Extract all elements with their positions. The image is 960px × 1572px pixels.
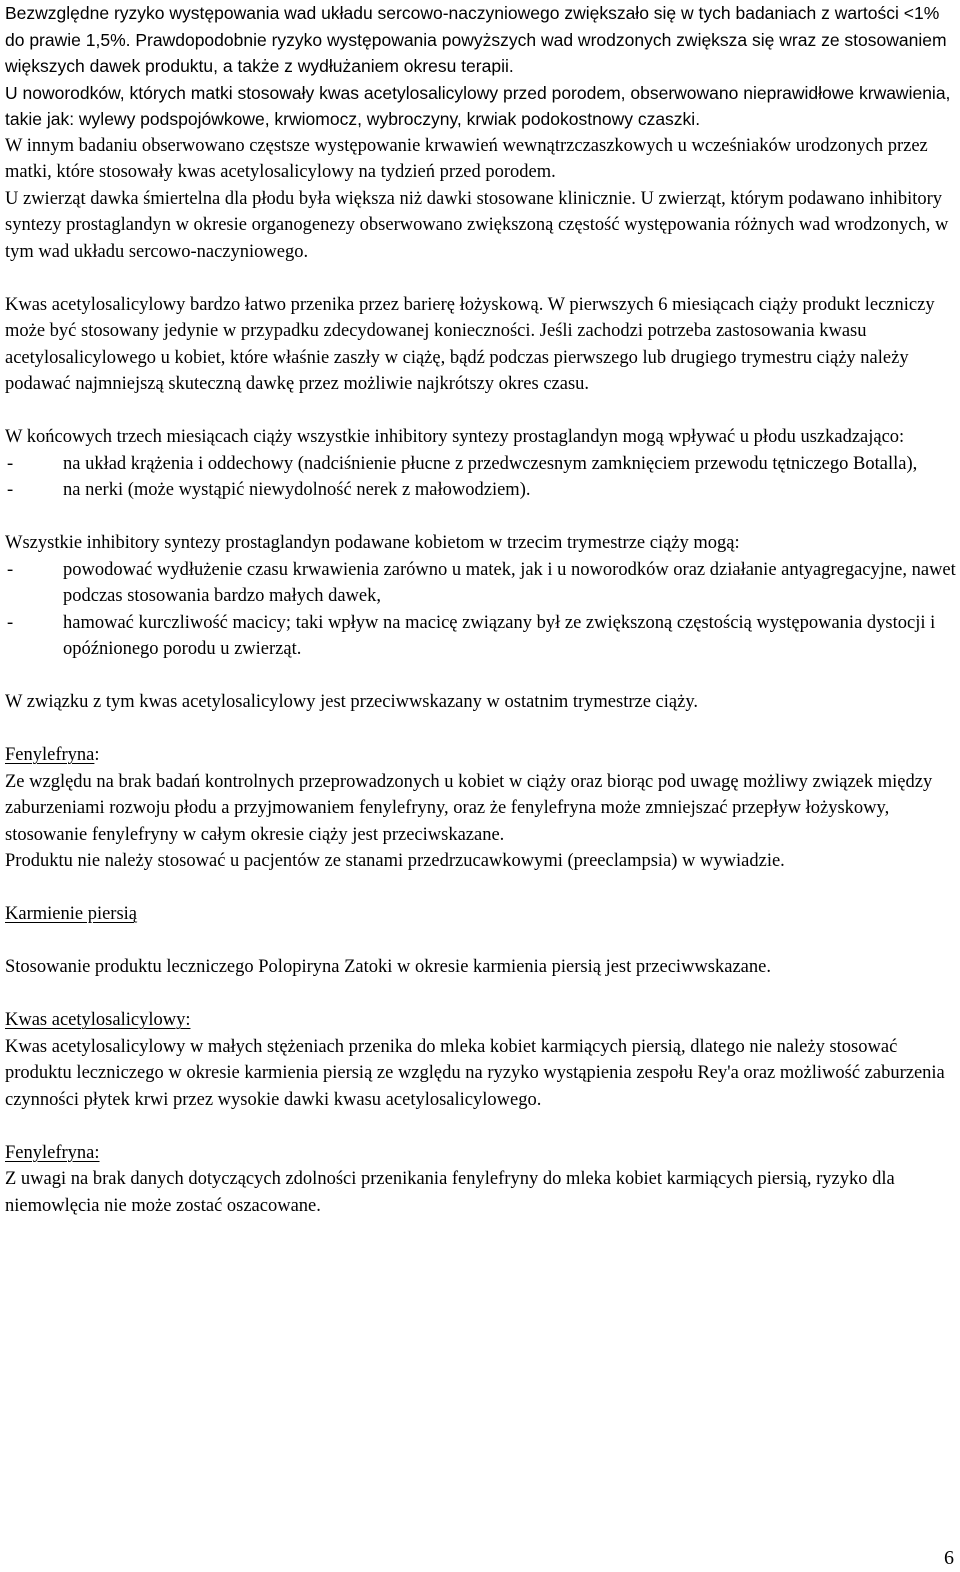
- paragraph-breastfeeding: Stosowanie produktu leczniczego Polopiryna Zatoki w okresie karmienia piersią jest przeciwwskazane.: [5, 957, 771, 977]
- paragraph-inhibitors: Wszystkie inhibitory syntezy prostaglandyn podawane kobietom w trzecim trymestrze ciąży mogą:: [5, 533, 740, 553]
- spacer: [5, 265, 957, 292]
- spacer: [5, 928, 957, 955]
- paragraph-preeclampsia: Produktu nie należy stosować u pacjentów ze stanami przedrzucawkowymi (preeclampsia) w wywiadzie.: [5, 851, 785, 871]
- spacer: [5, 981, 957, 1008]
- list-item-text: powodować wydłużenie czasu krwawienia zarówno u matek, jak i u noworodków oraz działanie antyagregacyjne, nawet podczas stosowania bardzo małych dawek,: [63, 559, 956, 606]
- paragraph-third-trimester: W końcowych trzech miesiącach ciąży wszystkie inhibitory syntezy prostaglandyn mogą wpływać u płodu uszkadzająco:: [5, 427, 905, 447]
- page-number: 6: [944, 1547, 954, 1569]
- paragraph-neonatal-bleeding: U noworodków, których matki stosowały kwas acetylosalicylowy przed porodem, obserwowano nieprawidłowe krwawienia, takie jak: wylewy podspojówkowe, krwiomocz, wybroczyny, krwiak podokostnowy czaszki.: [5, 82, 951, 129]
- section-heading-phenylephrine-2: [5, 1140, 957, 1167]
- heading-colon: :: [94, 745, 100, 765]
- list-item: - hamować kurczliwość macicy; taki wpływ na macicę związany był ze zwiększoną częstością występowania dystocji i opóźnionego porodu u zwierząt.: [7, 612, 936, 659]
- list-item-text: na układ krążenia i oddechowy (nadciśnienie płucne z przedwczesnym zamknięciem przewodu tętniczego Botalla),: [63, 453, 918, 474]
- spacer: [5, 875, 957, 902]
- paragraph-animal-studies: U zwierząt dawka śmiertelna dla płodu była większa niż dawki stosowane klinicznie. U zwierząt, którym podawano inhibitory syntezy prostaglandyn w okresie organogenezy obserwowano zwiększoną częstość występowania różnych wad wrodzonych, w tym wad układu sercowo-naczyniowego.: [5, 188, 949, 262]
- list-item: - na układ krążenia i oddechowy (nadciśnienie płucne z przedwczesnym zamknięciem przewodu tętniczego Botalla),: [7, 453, 918, 474]
- section-heading-acetylsalicylic-acid: [5, 1007, 957, 1034]
- paragraph-phenylephrine-lactation: Z uwagi na brak danych dotyczących zdolności przenikania fenylefryny do mleka kobiet karmiących piersią, ryzyko dla niemowlęcia nie może zostać oszacowane.: [5, 1169, 895, 1216]
- heading-text: Fenylefryna:: [5, 1142, 100, 1163]
- paragraph-placental-barrier: Kwas acetylosalicylowy bardzo łatwo przenika przez barierę łożyskową. W pierwszych 6 miesiącach ciąży produkt leczniczy może być stosowany jedynie w przypadku zdecydowanej konieczności. Jeśli zachodzi potrzeba zastosowania kwasu acetylosalicylowego u kobiet, które właśnie zaszły w ciążę, bądź podczas pierwszego lub drugiego trymestru ciąży należy podawać najmniejszą skuteczną dawkę przez możliwie najkrótszy okres czasu.: [5, 294, 935, 394]
- paragraph-phenylephrine: Ze względu na brak badań kontrolnych przeprowadzonych u kobiet w ciąży oraz biorąc pod uwagę możliwy związek między zaburzeniami rozwoju płodu a przyjmowaniem fenylefryny, oraz że fenylefryna może zmniejszać przepływ łożyskowy, stosowanie fenylefryny w całym okresie ciąży jest przeciwskazane.: [5, 771, 933, 845]
- document-page: [5, 0, 957, 1219]
- spacer: [5, 398, 957, 425]
- section-heading-phenylephrine: [5, 742, 957, 769]
- list-item-text: na nerki (może wystąpić niewydolność nerek z małowodziem).: [63, 480, 531, 500]
- spacer: [5, 504, 957, 531]
- paragraph-cardiac-risk: Bezwzględne ryzyko występowania wad układu sercowo-naczyniowego zwiększało się w tych badaniach z wartości <1% do prawie 1,5%. Prawdopodobnie ryzyko występowania powyższych wad wrodzonych zwiększa się wraz ze stosowaniem większych dawek produktu, a także z wydłużaniem okresu terapii.: [5, 3, 947, 76]
- heading-text: Karmienie piersią: [5, 904, 138, 924]
- section-heading-breastfeeding: [5, 901, 957, 928]
- heading-text: Fenylefryna: [5, 745, 95, 765]
- spacer: [5, 663, 957, 690]
- list-item: - na nerki (może wystąpić niewydolność nerek z małowodziem).: [7, 480, 531, 500]
- spacer: [5, 1113, 957, 1140]
- paragraph-intracranial-bleeding: W innym badaniu obserwowano częstsze występowanie krwawień wewnątrzczaszkowych u wcześniaków urodzonych przez matki, które stosowały kwas acetylosalicylowy na tydzień przed porodem.: [5, 135, 928, 182]
- heading-text: Kwas acetylosalicylowy:: [5, 1010, 191, 1030]
- spacer: [5, 716, 957, 743]
- paragraph-contraindication: W związku z tym kwas acetylosalicylowy jest przeciwwskazany w ostatnim trymestrze ciąży.: [5, 692, 698, 712]
- list-item-text: hamować kurczliwość macicy; taki wpływ na macicę związany był ze zwiększoną częstością występowania dystocji i opóźnionego porodu u zwierząt.: [63, 612, 936, 659]
- paragraph-acetylsalicylic-acid: Kwas acetylosalicylowy w małych stężeniach przenika do mleka kobiet karmiących piersią, dlatego nie należy stosować produktu leczniczego w okresie karmienia piersią ze względu na ryzyko wystąpienia zespołu Rey'a oraz możliwość zaburzenia czynności płytek krwi przez wysokie dawki kwasu acetylosalicylowego.: [5, 1036, 945, 1110]
- list-item: - powodować wydłużenie czasu krwawienia zarówno u matek, jak i u noworodków oraz działanie antyagregacyjne, nawet podczas stosowania bardzo małych dawek,: [7, 559, 956, 606]
